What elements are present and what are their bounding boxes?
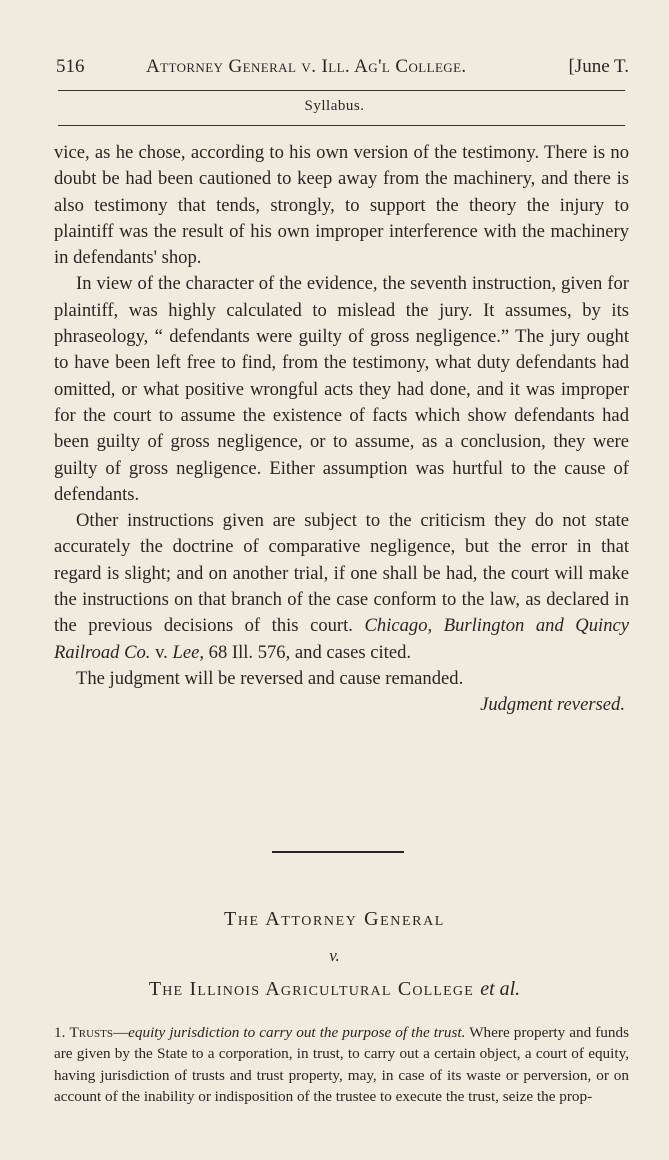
paragraph-3-text: Other instructions given are subject to the criticism they do not state accurately the doctrine of comparative negligence, but the error in that regard is slight; and on another trial, if one shall be had, the court will make the instructions on that branch of the case conform to the law, as declared in the previous decisions of this court. [54,510,629,637]
opinion-body [54,140,629,719]
case-defendant: The Illinois Agricultural College [148,978,474,1000]
page-number: 516 [56,56,85,77]
headnote-topic: Trusts [69,1024,113,1041]
paragraph-3 [54,508,629,666]
header-rule [58,90,625,91]
verdict: Judgment reversed. [480,694,625,716]
case-versus: v. [329,946,340,965]
section-label: Syllabus. [304,98,365,114]
section-rule [58,125,625,126]
case-plaintiff: The Attorney General [224,908,445,930]
paragraph-1: vice, as he chose, according to his own version of the testimony. There is no doubt be had been cautioned to keep away from the machinery, and there is also testimony that tends, strongly, to support the theory the injury to plaintiff was the result of his own improper interference with the machinery in defendants' shop. [54,142,629,269]
headnote-text: Where property and funds are given by the State to a corporation, in trust, to carry out a certain object, a court of equity, having jurisdiction of trusts and trust property, may, in case of its waste or perversion, or on account of the inability or indisposition of the trustee to execute the trust, seize the prop- [54,1024,629,1105]
term-label: [June T. [568,56,629,77]
headnote-dash: — [112,1024,129,1041]
headnote [54,1022,629,1107]
headnote-number: 1. [54,1024,66,1041]
page-header [54,56,629,82]
citation-reference: 68 Ill. 576, and cases cited. [208,641,412,663]
running-title: Attorney General v. Ill. Ag'l College. [146,56,467,77]
paragraph-4: The judgment will be reversed and cause remanded. [76,667,464,689]
case-citation-name: Chicago, Burlington and Quincy Railroad Co. [54,615,630,663]
versus-text: v. [155,641,168,663]
case-defendant-line [0,978,669,1001]
case-et-al: et al. [480,978,521,1000]
case-separator-rule [272,851,404,853]
headnote-subtopic: equity jurisdiction to carry out the purpose of the trust. [128,1024,466,1041]
case-citation-party: Lee, [172,641,204,663]
paragraph-2: In view of the character of the evidence, the seventh instruction, given for plaintiff, was highly calculated to mislead the jury. It assumes, by its phraseology, “ defendants were guilty of gross negligence.” The jury ought to have been left free to find, from the testimony, what duty defendants had omitted, or what positive wrongful acts they had done, and it was improper for the court to assume the existence of facts which show defendants had been guilty of gross negligence, or to assume, as a conclusion, they were guilty of gross negligence. Either assumption was hurtful to the cause of defendants. [54,273,629,505]
